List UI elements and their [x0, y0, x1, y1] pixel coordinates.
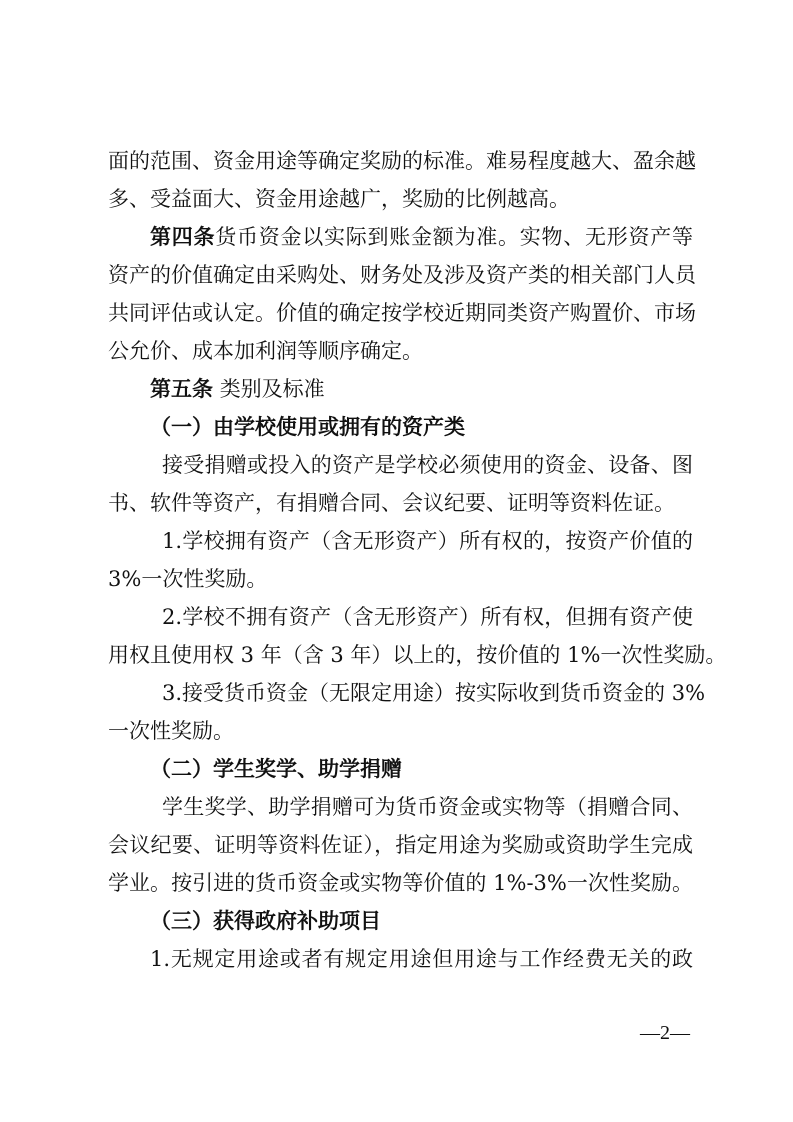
list-item-1: 1.学校拥有资产（含无形资产）所有权的，按资产价值的 [162, 529, 693, 553]
body-line: 公允价、成本加利润等顺序确定。 [108, 339, 423, 363]
body-line: 多、受益面大、资金用途越广，奖励的比例越高。 [108, 187, 570, 211]
list-item-3: 3.接受货币资金（无限定用途）按实际收到货币资金的 3% [162, 681, 706, 705]
body-line: 用权且使用权 3 年（含 3 年）以上的，按价值的 1%一次性奖励。 [108, 643, 727, 667]
section-heading-3: （三）获得政府补助项目 [150, 909, 381, 933]
body-line: 资产的价值确定由采购处、财务处及涉及资产类的相关部门人员 [108, 263, 696, 287]
body-line: 面的范围、资金用途等确定奖励的标准。难易程度越大、盈余越 [108, 149, 696, 173]
body-line: 学生奖学、助学捐赠可为货币资金或实物等（捐赠合同、 [162, 795, 693, 819]
body-line: 一次性奖励。 [108, 719, 234, 743]
section-heading-2: （二）学生奖学、助学捐赠 [150, 757, 402, 781]
article-5-label: 第五条 [150, 377, 213, 401]
article-4-paragraph [150, 222, 693, 252]
page-number: —2— [640, 1022, 690, 1044]
body-line: 书、软件等资产，有捐赠合同、会议纪要、证明等资料佐证。 [108, 491, 675, 515]
body-line: 学业。按引进的货币资金或实物等价值的 1%-3%一次性奖励。 [108, 871, 693, 895]
list-item-1: 1.无规定用途或者有规定用途但用途与工作经费无关的政 [150, 947, 693, 971]
body-line: 共同评估或认定。价值的确定按学校近期同类资产购置价、市场 [108, 301, 696, 325]
list-item-2: 2.学校不拥有资产（含无形资产）所有权，但拥有资产使 [162, 605, 693, 629]
section-heading-1: （一）由学校使用或拥有的资产类 [150, 415, 465, 439]
body-line: 3%一次性奖励。 [108, 567, 268, 591]
article-5-paragraph [150, 374, 693, 404]
body-line: 接受捐赠或投入的资产是学校必须使用的资金、设备、图 [162, 453, 693, 477]
body-text: 货币资金以实际到账金额为准。实物、无形资产等 [215, 225, 693, 249]
article-4-label: 第四条 [150, 225, 216, 249]
body-line: 会议纪要、证明等资料佐证），指定用途为奖励或资助学生完成 [108, 833, 693, 857]
body-text: 类别及标准 [219, 377, 325, 401]
